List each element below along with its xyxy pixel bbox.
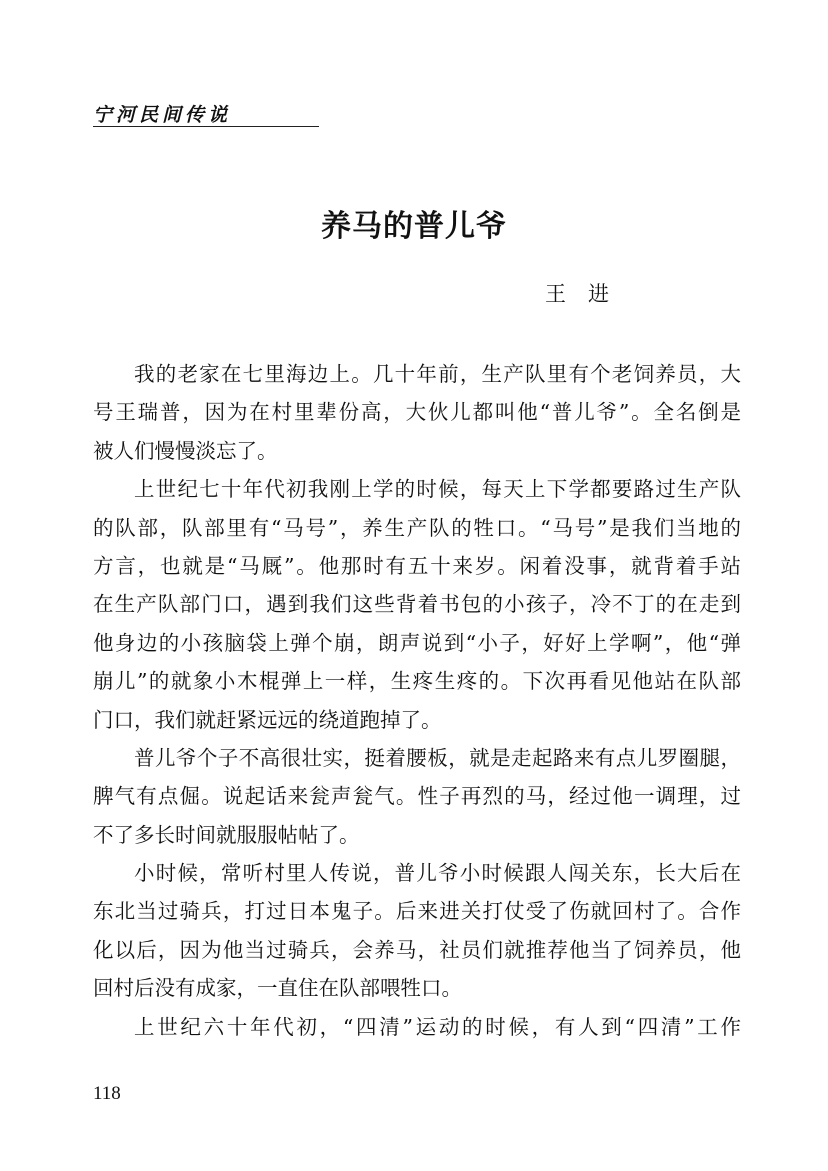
paragraph-line: 上世纪七十年代初我刚上学的时候，每天上下学都要路过生产队 <box>134 477 741 502</box>
paragraph <box>93 470 741 739</box>
paragraph-line: 门口，我们就赶紧远远的绕道跑掉了。 <box>93 707 442 732</box>
paragraph-line: 上世纪六十年代初，“四清”运动的时候，有人到“四清”工作 <box>134 1014 741 1039</box>
paragraph-line: 被人们慢慢淡忘了。 <box>93 438 278 463</box>
paragraph-line: 小时候，常听村里人传说，普儿爷小时候跟人闯关东，长大后在 <box>134 861 741 886</box>
paragraph-line: 崩儿”的就象小木棍弹上一样，生疼生疼的。下次再看见他站在队部 <box>93 669 741 694</box>
paragraph-line: 不了多长时间就服服帖帖了。 <box>93 822 360 847</box>
paragraph-line: 东北当过骑兵，打过日本鬼子。后来进关打仗受了伤就回村了。合作 <box>93 899 741 924</box>
paragraph-line: 号王瑞普，因为在村里辈份高，大伙儿都叫他“普儿爷”。全名倒是 <box>93 400 741 425</box>
article-title: 养马的普儿爷 <box>321 209 507 244</box>
article-author: 王进 <box>545 282 631 306</box>
running-header <box>93 100 319 127</box>
paragraph-line: 回村后没有成家，一直住在队部喂牲口。 <box>93 976 462 1001</box>
paragraph-line: 方言，也就是“马厩”。他那时有五十来岁。闲着没事，就背着手站 <box>93 553 741 578</box>
page-number: 118 <box>93 1083 121 1104</box>
paragraph-line: 的队部，队部里有“马号”，养生产队的牲口。“马号”是我们当地的 <box>93 515 741 540</box>
paragraph <box>93 355 741 470</box>
article-body <box>93 355 741 1046</box>
paragraph <box>93 739 741 854</box>
paragraph <box>93 854 741 1008</box>
paragraph-line: 我的老家在七里海边上。几十年前，生产队里有个老饲养员，大 <box>134 362 741 386</box>
book-title: 宁河民间传说 <box>93 104 232 126</box>
paragraph-line: 在生产队部门口，遇到我们这些背着书包的小孩子，冷不丁的在走到 <box>93 592 741 617</box>
paragraph-line: 普儿爷个子不高很壮实，挺着腰板，就是走起路来有点儿罗圈腿， <box>134 745 741 770</box>
paragraph-line: 脾气有点倔。说起话来瓮声瓮气。性子再烈的马，经过他一调理，过 <box>93 784 741 809</box>
paragraph-line: 化以后，因为他当过骑兵，会养马，社员们就推荐他当了饲养员，他 <box>93 937 741 962</box>
paragraph <box>93 1008 741 1046</box>
paragraph-line: 他身边的小孩脑袋上弹个崩，朗声说到“小子，好好上学啊”，他“弹 <box>93 630 741 655</box>
